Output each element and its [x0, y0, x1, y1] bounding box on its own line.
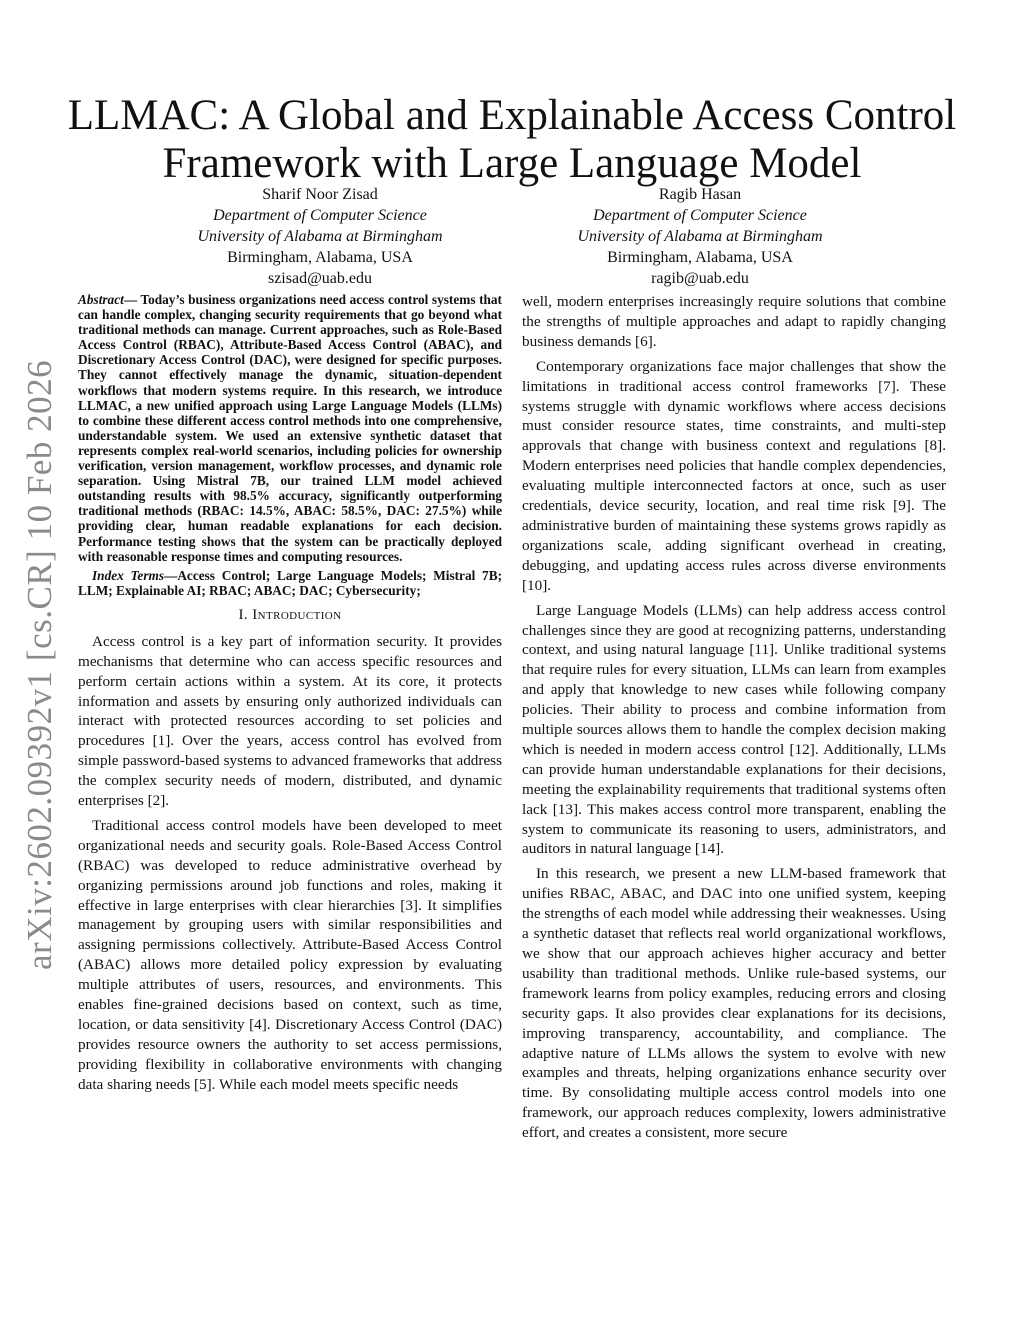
author-block — [110, 184, 530, 289]
body-paragraph: Large Language Models (LLMs) can help address access control challenges since they are good at recognizing patterns, understanding context, and using natural language [11]. Unlike traditional systems that require rules for every situation, LLMs can learn from examples and apply that knowledge to new cases while following company policies. Their ability to process and combine information from multiple sources allows them to handle the complex decision making which is needed in modern access control [12]. Additionally, LLMs can provide human understandable explanations for their decisions, meeting the explainability requirements that traditional systems often lack [13]. This makes access control more transparent, enabling the system to communicate its reasoning to users, administrators, and auditors in natural language [14]. — [522, 601, 946, 858]
author-email: szisad@uab.edu — [267, 270, 373, 287]
body-paragraph: Contemporary organizations face major challenges that show the limitations in traditional access control frameworks [7]. These systems struggle with dynamic workflows where access decisions must consider resource states, time constraints, and multi-step approvals that change with business context and regulations [8]. Modern enterprises need policies that handle complex dependencies, evaluating multiple interconnected factors at once, such as user credentials, device security, location, and real time risk [9]. The administrative burden of maintaining these systems grows rapidly as organizations scale, adding significant overhead in creating, debugging, and updating access rules across diverse environments [10]. — [522, 357, 946, 594]
body-paragraph-continued: well, modern enterprises increasingly require solutions that combine the strengths of multiple approaches and adapt to rapidly changing business demands [6]. — [522, 293, 946, 350]
author-location: Birmingham, Alabama, USA — [227, 249, 413, 266]
author-name: Sharif Noor Zisad — [262, 186, 378, 203]
arxiv-identifier: arXiv:2602.09392v1 [cs.CR] 10 Feb 2026 — [20, 359, 59, 970]
abstract-text: — Today’s business organizations need access control systems that can handle complex, changing security requirements that go beyond what traditional methods can manage. Current approaches, such as Role-Based Access Control (RBAC), Attribute-Based Access Control (ABAC), and Discretionary Access Control (DAC), were designed for specific purposes. They cannot effectively manage the dynamic, situation-dependent workflows that modern systems require. In this research, we introduce LLMAC, a new unified approach using Large Language Models (LLMs) to combine these different access control methods into one comprehensive, understandable system. We used an extensive synthetic dataset that represents complex real-world scenarios, including policies for ownership verification, version management, workflow processes, and dynamic role separation. Using Mistral 7B, our trained LLM model achieved outstanding results with 98.5% accuracy, significantly outperforming traditional methods (RBAC: 14.5%, ABAC: 58.5%, DAC: 27.5%) while providing clear, human readable explanations for each decision. Performance testing shows that the system can be practically deployed with reasonable response times and computing resources. — [78, 292, 502, 564]
index-terms-label: Index Terms — [92, 567, 165, 583]
abstract — [78, 292, 502, 564]
author-university: University of Alabama at Birmingham — [577, 228, 823, 245]
author-university: University of Alabama at Birmingham — [197, 228, 443, 245]
abstract-label: Abstract — [78, 292, 124, 307]
author-block — [490, 184, 910, 289]
paper-title: LLMAC: A Global and Explainable Access Control Framework with Large Language Model — [67, 92, 957, 187]
section-heading: I. Introduction — [238, 606, 342, 623]
index-terms-text: —Access Control; Large Language Models; Mistral 7B; LLM; Explainable AI; RBAC; ABAC; DAC; Cybersecurity; — [78, 567, 503, 598]
index-terms — [78, 568, 502, 598]
body-paragraph: In this research, we present a new LLM-based framework that unifies RBAC, ABAC, and DAC into one unified system, keeping the strengths of each model while addressing their weaknesses. Using a synthetic dataset that reflects real world organizational workflows, we show that our approach achieves higher accuracy and better usability than traditional methods. Unlike rule-based systems, our framework learns from policy examples, reducing errors and closing security gaps. It also provides clear explanations for its decisions, improving transparency, accountability, and compliance. The adaptive nature of LLMs allows the system to evolve with new examples and threats, helping organizations enhance security over time. By consolidating multiple access control models into one framework, our approach reduces complexity, lowers administrative effort, and creates a consistent, more secure — [522, 865, 946, 1142]
right-column — [522, 292, 946, 1143]
author-department: Department of Computer Science — [593, 207, 807, 224]
author-location: Birmingham, Alabama, USA — [607, 249, 793, 266]
author-name: Ragib Hasan — [658, 186, 742, 203]
body-paragraph: Access control is a key part of information security. It provides mechanisms that determine who can access specific resources and perform certain actions within a system. At its core, it protects information and assets by ensuring only authorized individuals can interact with protected resources according to set policies and procedures [1]. Over the years, access control has evolved from simple password-based systems to advanced frameworks that address the complex security needs of modern, distributed, and dynamic enterprises [2]. — [78, 632, 502, 810]
body-paragraph: Traditional access control models have been developed to meet organizational needs and security goals. Role-Based Access Control (RBAC) was developed to reduce administrative overhead by organizing permissions around job functions and roles, making it effective in large enterprises with clear hierarchies [3]. It simplifies management by grouping users with similar responsibilities and assigning permissions collectively. Attribute-Based Access Control (ABAC) allows more detailed policy expression by evaluating multiple attributes of users, resources, and environments. This enables fine-grained decisions based on context, such as time, location, or data sensitivity [4]. Discretionary Access Control (DAC) provides resource owners the authority to set access permissions, providing flexibility in collaborative environments with changing data sharing needs [5]. While each model meets specific needs — [78, 816, 502, 1093]
author-department: Department of Computer Science — [213, 207, 427, 224]
left-column — [78, 292, 502, 1095]
author-email: ragib@uab.edu — [651, 270, 749, 287]
